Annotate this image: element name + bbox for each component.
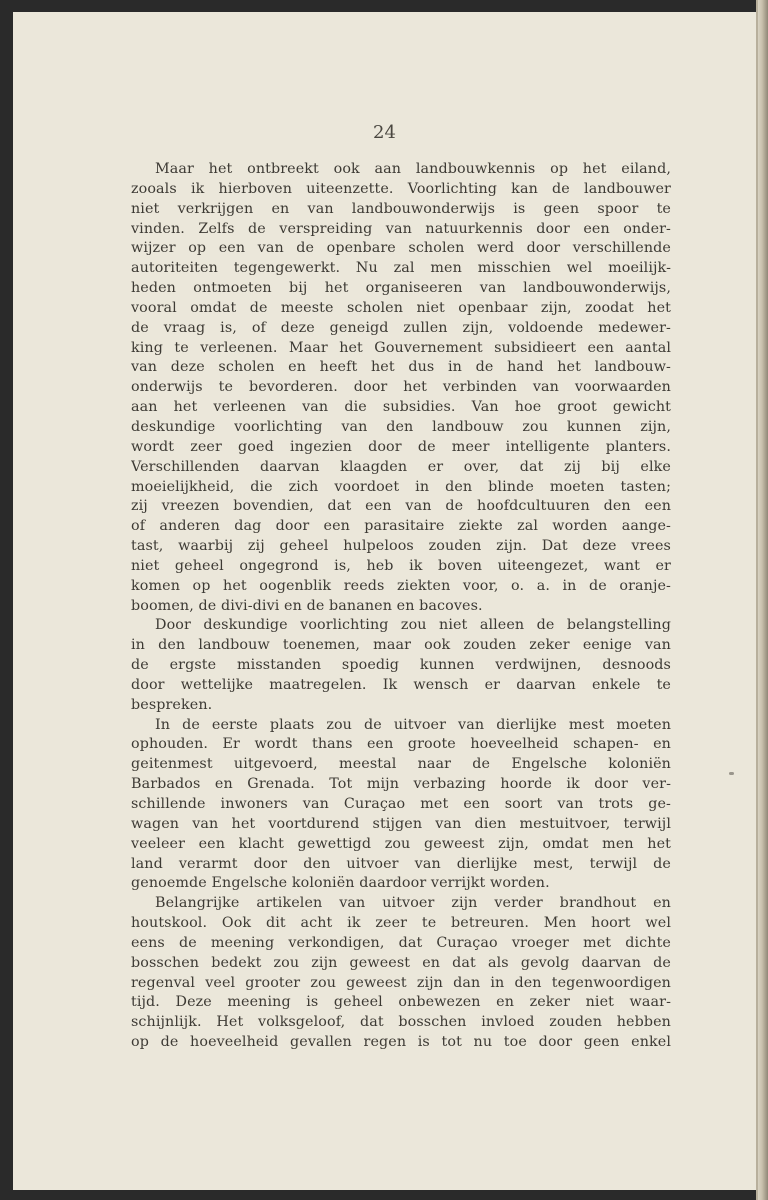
text-line: of anderen dag door een parasitaire ziekte zal worden aange- [131,518,671,535]
text-line: wordt zeer goed ingezien door de meer intelligente planters. [131,438,671,455]
text-line: in den landbouw toenemen, maar ook zouden zeker eenige van [131,637,671,654]
text-line: Door deskundige voorlichting zou niet alleen de belangstelling [155,617,671,634]
text-line: wijzer op een van de openbare scholen werd door verschillende [131,240,671,257]
book-page [13,12,756,1190]
text-line: Verschillenden daarvan klaagden er over, dat zij bij elke [131,458,671,475]
page-number: 24 [373,122,396,143]
text-line: eens de meening verkondigen, dat Curaçao vroeger met dichte [131,934,671,951]
text-line: heden ontmoeten bij het organiseeren van landbouwonderwijs, [131,280,671,297]
text-line: de vraag is, of deze geneigd zullen zijn, voldoende medewer- [131,319,671,336]
body-text [131,160,671,1053]
text-line: In de eerste plaats zou de uitvoer van dierlijke mest moeten [155,716,671,733]
text-line: moeielijkheid, die zich voordoet in den blinde moeten tasten; [131,478,671,495]
text-line: Belangrijke artikelen van uitvoer zijn verder brandhout en [155,895,671,912]
text-line: schijnlijk. Het volksgeloof, dat bosschen invloed zouden hebben [131,1014,671,1031]
book-spine [758,0,768,1200]
text-line: schillende inwoners van Curaçao met een soort van trots ge- [131,796,671,812]
text-line: deskundige voorlichting van den landbouw zou kunnen zijn, [131,418,671,435]
text-line: wagen van het voortdurend stijgen van dien mestuitvoer, terwijl [131,815,671,832]
text-line: geitenmest uitgevoerd, meestal naar de Engelsche koloniën [131,756,671,773]
text-line: vooral omdat de meeste scholen niet openbaar zijn, zoodat het [131,299,671,316]
text-line: onderwijs te bevorderen. door het verbinden van voorwaarden [131,379,671,396]
text-line: autoriteiten tegengewerkt. Nu zal men misschien wel moeilijk- [131,260,671,277]
text-line: door wettelijke maatregelen. Ik wensch er daarvan enkele te [131,676,671,693]
scan-border-bottom [0,1190,760,1200]
scan-border-left [0,0,13,1200]
text-line: genoemde Engelsche koloniën daardoor verrijkt worden. [131,875,550,892]
text-line: bosschen bedekt zou zijn geweest en dat als gevolg daarvan de [131,954,671,971]
text-line: regenval veel grooter zou geweest zijn dan in den tegenwoordigen [131,974,671,991]
text-line: van deze scholen en heeft het dus in de hand het landbouw- [131,359,671,376]
text-line: tast, waarbij zij geheel hulpeloos zouden zijn. Dat deze vrees [131,538,671,555]
text-line: houtskool. Ook dit acht ik zeer te betreuren. Men hoort wel [131,915,671,932]
text-line: king te verleenen. Maar het Gouvernement subsidieert een aantal [131,339,671,356]
text-line: vinden. Zelfs de verspreiding van natuurkennis door een onder- [131,220,671,237]
scan-border-top [0,0,760,12]
text-line: ophouden. Er wordt thans een groote hoeveelheid schapen- en [131,736,671,753]
text-line: de ergste misstanden spoedig kunnen verdwijnen, desnoods [131,657,671,674]
text-line: tijd. Deze meening is geheel onbewezen en zeker niet waar- [131,994,671,1011]
text-line: Barbados en Grenada. Tot mijn verbazing hoorde ik door ver- [131,776,671,793]
text-line: op de hoeveelheid gevallen regen is tot nu toe door geen enkel [131,1034,671,1051]
text-line: aan het verleenen van die subsidies. Van hoe groot gewicht [131,399,671,416]
text-line: zooals ik hierboven uiteenzette. Voorlichting kan de landbouwer [131,180,671,197]
text-line: niet verkrijgen en van landbouwonderwijs is geen spoor te [131,200,671,217]
text-line: zij vreezen bovendien, dat een van de hoofdcultuuren den een [131,498,671,515]
text-line: komen op het oogenblik reeds ziekten voor, o. a. in de oranje- [131,577,671,594]
text-line: Maar het ontbreekt ook aan landbouwkennis op het eiland, [155,161,671,177]
text-line: land verarmt door den uitvoer van dierlijke mest, terwijl de [131,855,671,872]
text-line: boomen, de divi-divi en de bananen en bacoves. [131,597,483,614]
text-line: veeleer een klacht gewettigd zou geweest zijn, omdat men het [131,835,671,852]
text-line: bespreken. [131,696,213,713]
ink-smudge [729,772,734,775]
text-line: niet geheel ongegrond is, heb ik boven uiteengezet, want er [131,557,671,574]
